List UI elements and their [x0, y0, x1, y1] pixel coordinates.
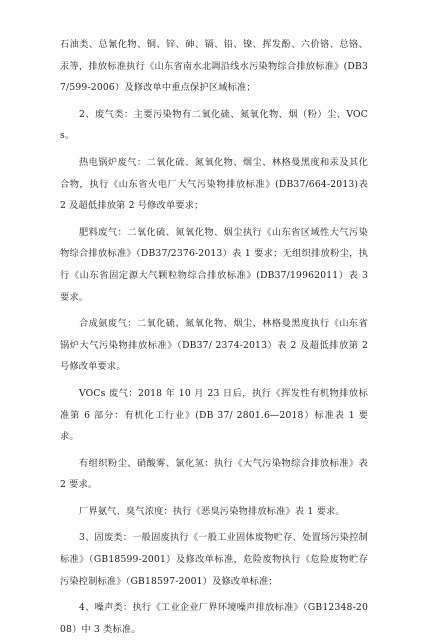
paragraph-thermal-boiler-gas: 热电锅炉废气：二氧化硫、氮氧化物、烟尘、林格曼黑度和汞及其化合物，执行《山东省火电厂大气污染物排放标准》(DB37/664-2013)表 2 及超低排放第 2 号修改单要求； [60, 156, 368, 212]
paragraph-organized-dust: 有组织粉尘、硝酸雾、氯化氢：执行《大气污染物综合排放标准》表 2 要求。 [60, 457, 368, 491]
paragraph-noise: 4、噪声类：执行《工业企业厂界环境噪声排放标准》（GB12348-2008）中 3 类标准。 [60, 602, 368, 635]
paragraph-solid-waste: 3、固废类：一般固废执行《一般工业固体废物贮存、处置场污染控制标准》（GB18599-2001）及修改单标准，危险废物执行《危险废物贮存污染控制标准》（GB18597-2001）及修改单标准； [60, 532, 368, 587]
paragraph-boundary-odor: 厂界氨气、臭气浓度：执行《恶臭污染物排放标准》表 1 要求。 [79, 505, 345, 517]
paragraph-fertilizer-gas: 肥料废气：二氧化硫、氮氧化物、烟尘执行《山东省区域性大气污染物综合排放标准》（DB37/2376-2013）表 1 要求；无组织排放粉尘，执行《山东省固定源大气颗粒物综合排放标准》(DB37/19962011）表 3 要求。 [60, 226, 368, 303]
paragraph-ammonia-synthesis-gas: 合成氨废气：二氧化硫、氮氧化物、烟尘、林格曼黑度执行《山东省锅炉大气污染物排放标准》（DB37/ 2374-2013）表 2 及超低排放第 2 号修改单要求。 [60, 318, 368, 373]
paragraph-vocs-gas: VOCs 废气：2018 年 10 月 23 日后，执行《挥发性有机物排放标准第 6 部分：有机化工行业》(DB 37/ 2801.6—2018）标准表 1 要求。 [60, 387, 368, 443]
paragraph-water-pollutants: 石油类、总氰化物、铜、锌、砷、镉、铅、镍、挥发酚、六价铬、总铬、汞等，排放标准执行《山东省南水北调沿线水污染物综合排放标准》(DB37/599-2006）及修改单中重点保护区域标准； [60, 39, 368, 94]
paragraph-waste-gas-heading: 2、废气类：主要污染物有二氧化硫、氮氧化物、烟（粉）尘、VOCs。 [60, 108, 368, 142]
